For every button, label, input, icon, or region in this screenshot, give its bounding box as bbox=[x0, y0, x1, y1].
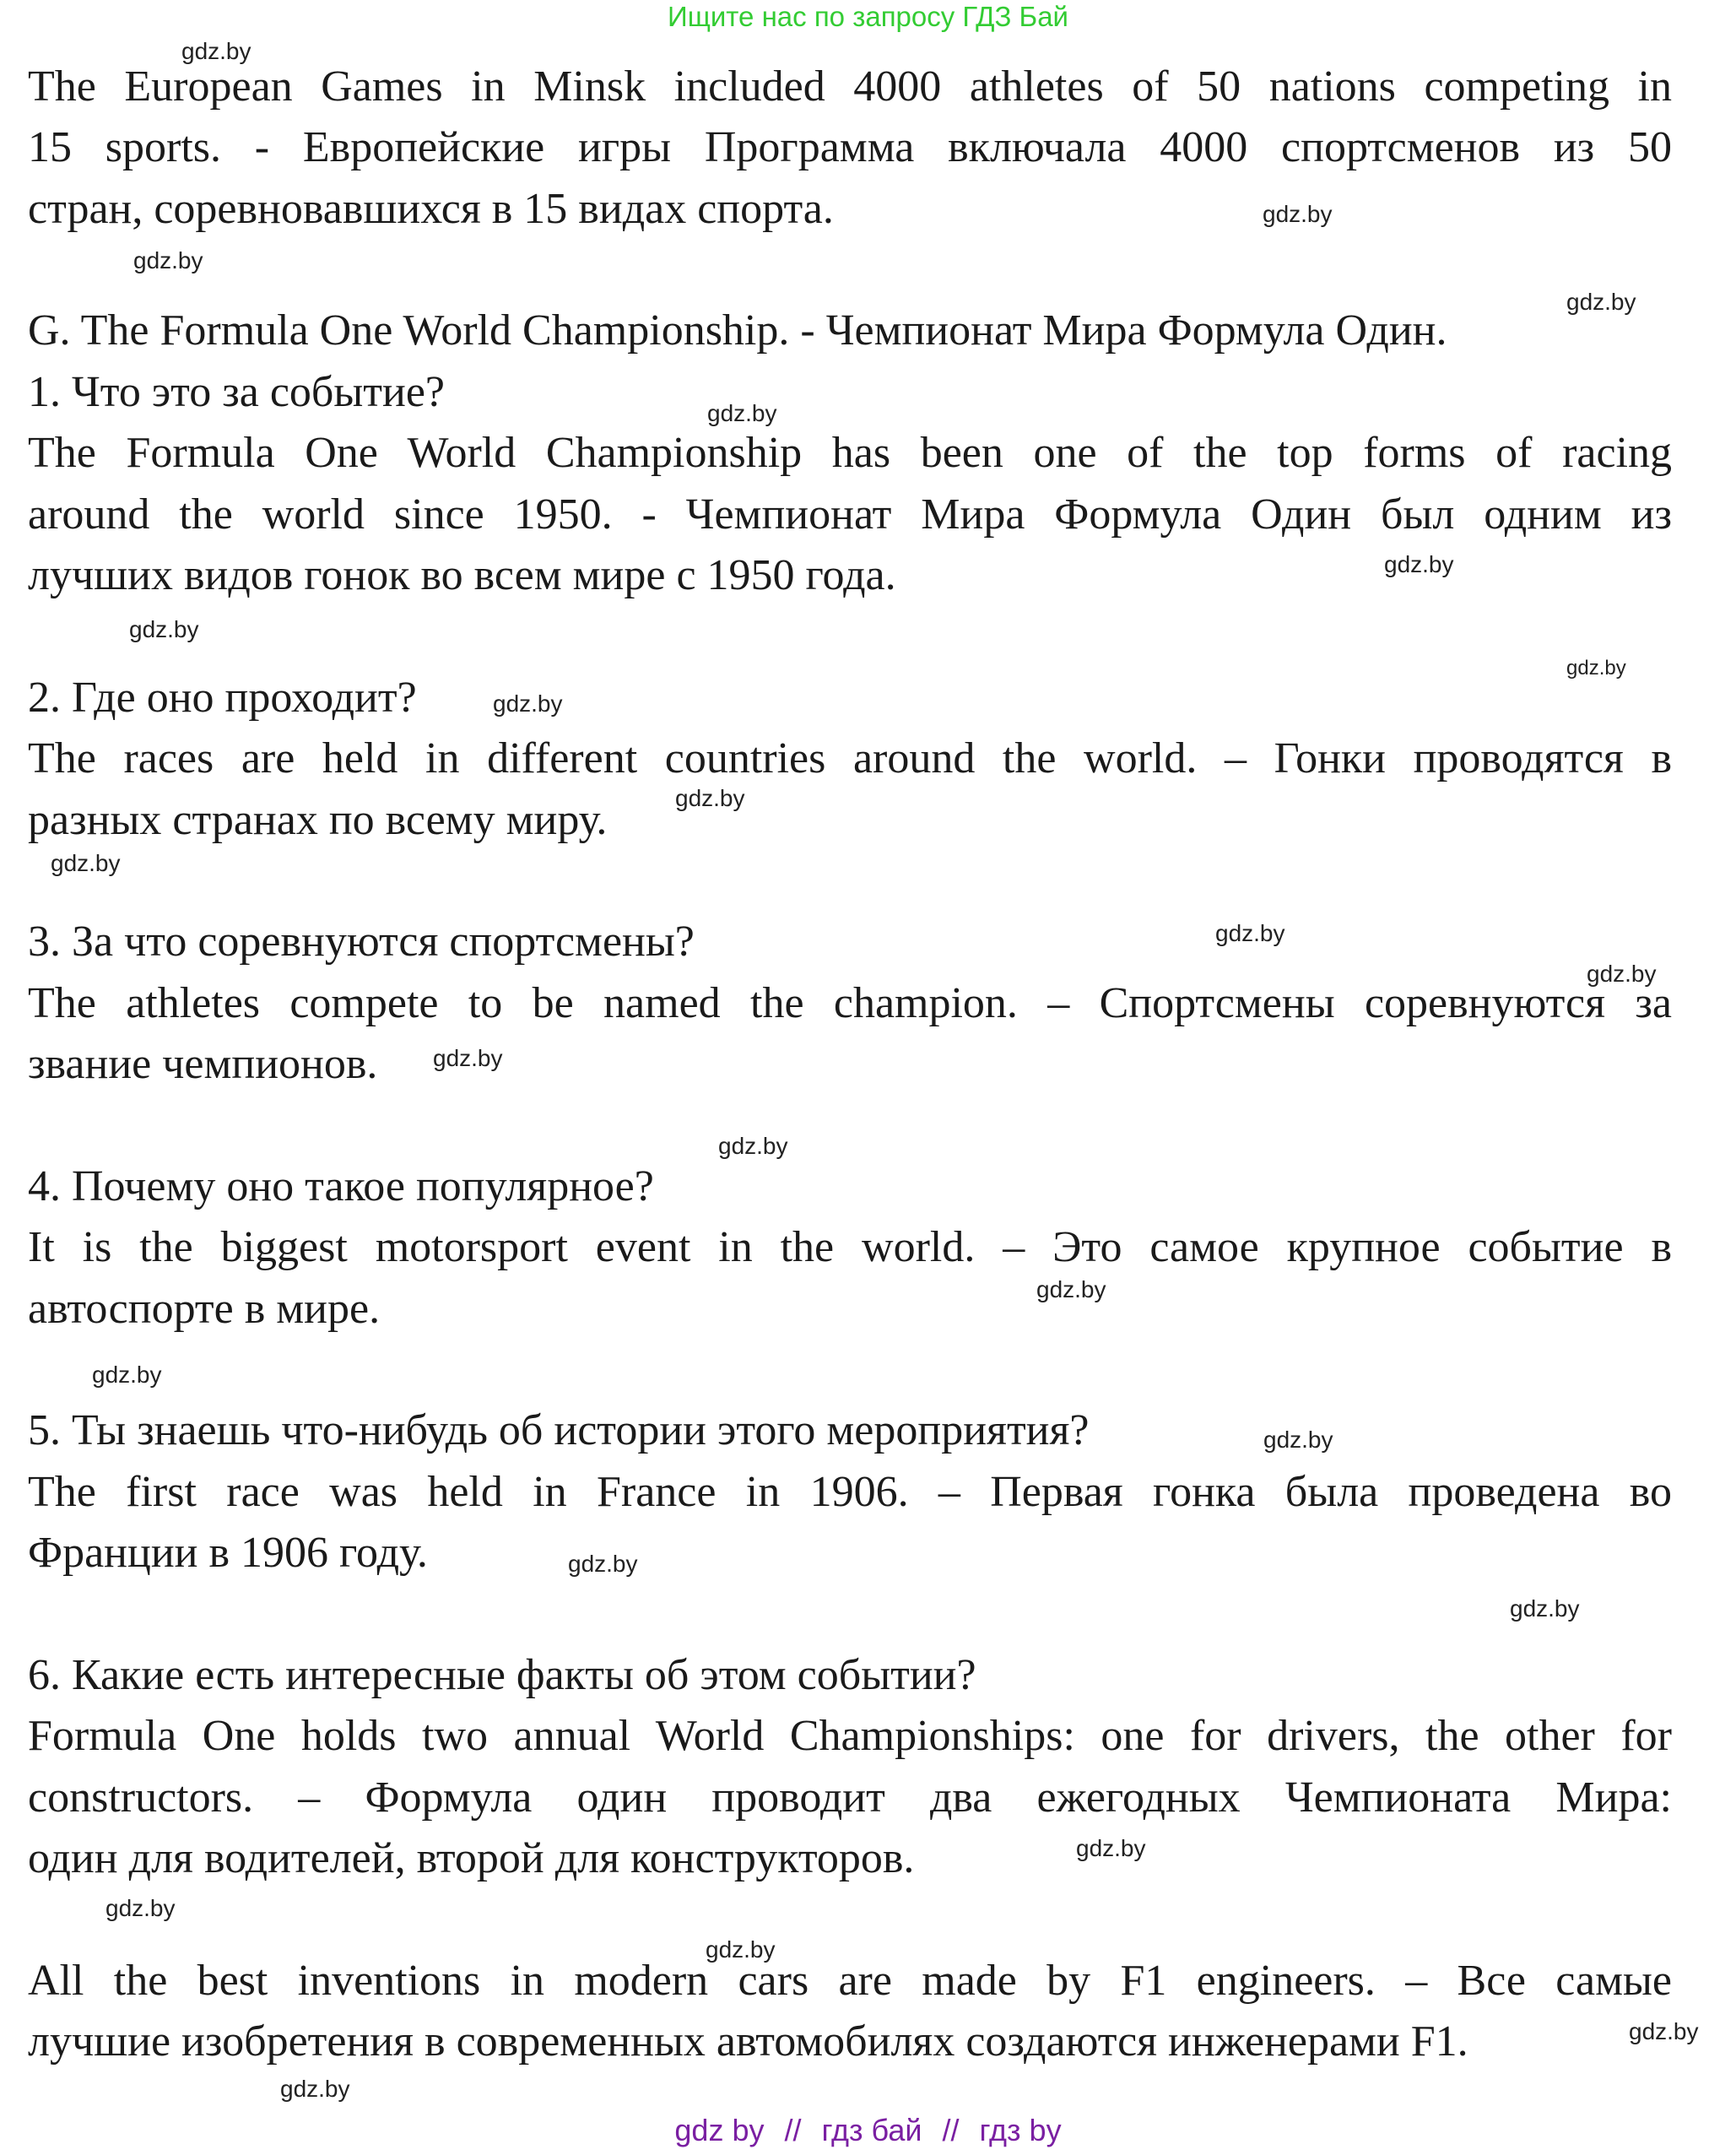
footer-link-gdz-bay[interactable]: гдз бай bbox=[821, 2113, 922, 2147]
text-line: The athletes compete to be named the champion. – Спортсмены соревнуются за bbox=[28, 979, 1672, 1027]
text-line: The races are held in different countries around the world. – Гонки проводятся в bbox=[28, 734, 1672, 782]
watermark: gdz.by bbox=[1215, 920, 1285, 946]
watermark: gdz.by bbox=[1566, 289, 1636, 315]
footer-link-gdz-by-ru[interactable]: гдз by bbox=[979, 2113, 1062, 2147]
watermark: gdz.by bbox=[1263, 1427, 1333, 1453]
footer-separator: // bbox=[942, 2113, 960, 2147]
text-line: Франции в 1906 году. bbox=[28, 1529, 428, 1577]
text-line: The Formula One World Championship has been one of the top forms of racing bbox=[28, 429, 1672, 477]
watermark: gdz.by bbox=[133, 247, 203, 273]
watermark: gdz.by bbox=[1263, 201, 1333, 227]
watermark: gdz.by bbox=[707, 400, 777, 426]
text-line: The European Games in Minsk included 4000 athletes of 50 nations competing in bbox=[28, 62, 1672, 111]
footer-links bbox=[0, 2112, 1736, 2149]
watermark: gdz.by bbox=[51, 850, 121, 876]
text-line: стран, соревновавшихся в 15 видах спорта. bbox=[28, 185, 834, 233]
footer-link-gdz-by[interactable]: gdz by bbox=[674, 2113, 765, 2147]
text-line: лучшие изобретения в современных автомобилях создаются инженерами F1. bbox=[28, 2017, 1468, 2066]
text-line: лучших видов гонок во всем мире с 1950 года. bbox=[28, 551, 896, 599]
text-line: The first race was held in France in 1906. – Первая гонка была проведена во bbox=[28, 1468, 1672, 1516]
footer-separator: // bbox=[784, 2113, 802, 2147]
watermark: gdz.by bbox=[718, 1133, 788, 1159]
watermark: gdz.by bbox=[1384, 551, 1454, 577]
question-6: 6. Какие есть интересные факты об этом событии? bbox=[28, 1651, 976, 1699]
watermark: gdz.by bbox=[1510, 1595, 1580, 1622]
text-line: один для водителей, второй для конструкторов. bbox=[28, 1834, 915, 1882]
search-hint-link[interactable]: Ищите нас по запросу ГДЗ Бай bbox=[668, 1, 1068, 32]
watermark: gdz.by bbox=[1036, 1276, 1106, 1302]
watermark: gdz.by bbox=[181, 38, 251, 64]
watermark: gdz.by bbox=[493, 690, 563, 717]
text-line: It is the biggest motorsport event in the world. – Это самое крупное событие в bbox=[28, 1223, 1672, 1271]
text-line: constructors. – Формула один проводит два ежегодных Чемпионата Мира: bbox=[28, 1773, 1672, 1822]
watermark: gdz.by bbox=[92, 1362, 162, 1388]
text-line: разных странах по всему миру. bbox=[28, 796, 608, 844]
text-line: автоспорте в мире. bbox=[28, 1285, 381, 1333]
watermark: gdz.by bbox=[129, 616, 199, 642]
watermark: gdz.by bbox=[568, 1551, 638, 1577]
section-heading: G. The Formula One World Championship. - Чемпионат Мира Формула Один. bbox=[28, 306, 1447, 355]
watermark: gdz.by bbox=[1566, 657, 1626, 680]
text-line: around the world since 1950. - Чемпионат Мира Формула Один был одним из bbox=[28, 490, 1672, 539]
question-4: 4. Почему оно такое популярное? bbox=[28, 1162, 654, 1210]
text-line: 15 sports. - Европейские игры Программа включала 4000 спортсменов из 50 bbox=[28, 123, 1672, 171]
watermark: gdz.by bbox=[706, 1936, 776, 1963]
watermark: gdz.by bbox=[433, 1045, 503, 1071]
watermark: gdz.by bbox=[675, 785, 745, 811]
watermark: gdz.by bbox=[1076, 1835, 1146, 1861]
question-5: 5. Ты знаешь что-нибудь об истории этого мероприятия? bbox=[28, 1406, 1090, 1454]
text-line: Formula One holds two annual World Championships: one for drivers, the other for bbox=[28, 1712, 1672, 1760]
text-line: All the best inventions in modern cars are made by F1 engineers. – Все самые bbox=[28, 1957, 1672, 2005]
question-2: 2. Где оно проходит? bbox=[28, 674, 417, 722]
watermark: gdz.by bbox=[1587, 961, 1657, 987]
question-3: 3. За что соревнуются спортсмены? bbox=[28, 918, 695, 966]
watermark: gdz.by bbox=[105, 1895, 176, 1921]
watermark: gdz.by bbox=[1629, 2018, 1699, 2044]
watermark: gdz.by bbox=[280, 2076, 350, 2102]
question-1: 1. Что это за событие? bbox=[28, 368, 445, 416]
text-line: звание чемпионов. bbox=[28, 1040, 378, 1088]
